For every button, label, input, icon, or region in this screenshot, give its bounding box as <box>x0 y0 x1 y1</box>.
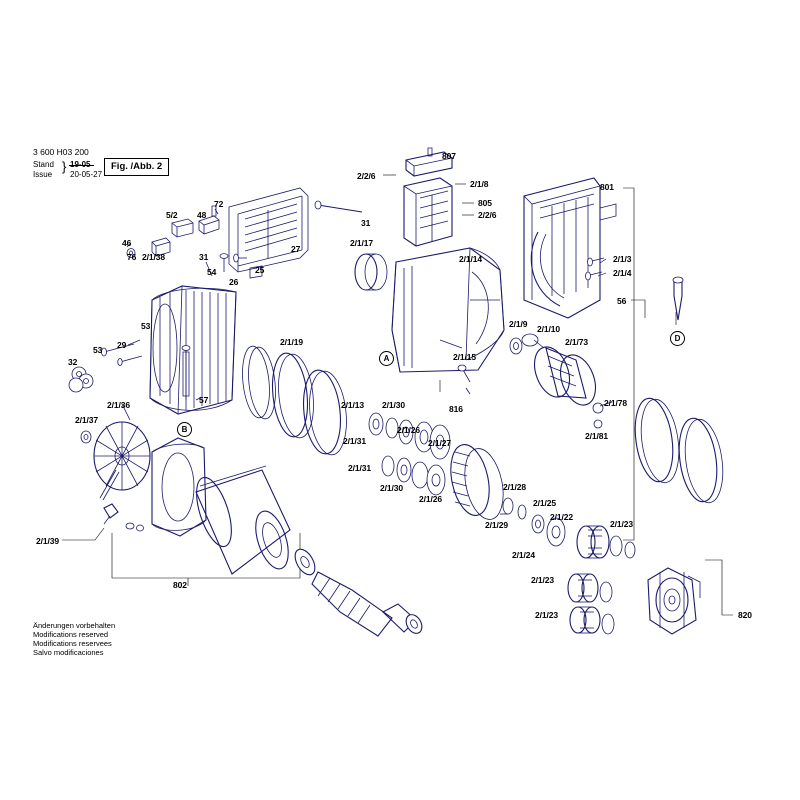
callout-2-1-17: 2/1/17 <box>350 238 374 248</box>
callout-807: 807 <box>442 151 456 161</box>
callout-76: 76 <box>127 252 137 262</box>
callout-2-1-15: 2/1/15 <box>453 352 477 362</box>
callout-2-1-24: 2/1/24 <box>512 550 536 560</box>
callout-2-1-37: 2/1/37 <box>75 415 99 425</box>
callout-2-2-6: 2/2/6 <box>357 171 376 181</box>
callout-31: 31 <box>199 252 209 262</box>
callout-2-1-31: 2/1/31 <box>343 436 367 446</box>
callout-32: 32 <box>68 357 78 367</box>
callout-2-1-13: 2/1/13 <box>341 400 365 410</box>
disclaimer-line-de: Änderungen vorbehalten <box>33 621 116 630</box>
callout-2-1-39: 2/1/39 <box>36 536 60 546</box>
stand-label: Stand <box>33 160 54 169</box>
callout-2-1-23: 2/1/23 <box>535 610 559 620</box>
callout-2-1-25: 2/1/25 <box>533 498 557 508</box>
callout-2-1-10: 2/1/10 <box>537 324 561 334</box>
callout-29: 29 <box>117 340 127 350</box>
disclaimer-block <box>33 621 115 657</box>
figure-label: Fig. /Abb. 2 <box>104 158 169 176</box>
header-brace: } <box>62 159 67 174</box>
callout-2-1-3: 2/1/3 <box>613 254 632 264</box>
callout-2-1-26: 2/1/26 <box>397 425 421 435</box>
callout-805: 805 <box>478 198 492 208</box>
callout-53: 53 <box>93 345 103 355</box>
part-number: 3 600 H03 200 <box>33 147 89 157</box>
callout-816: 816 <box>449 404 463 414</box>
issue-label: Issue <box>33 170 53 179</box>
disclaimer-line-fr: Modifications reservees <box>33 639 112 648</box>
callout-2-1-78: 2/1/78 <box>604 398 628 408</box>
callout-2-1-30: 2/1/30 <box>380 483 404 493</box>
callout-31: 31 <box>361 218 371 228</box>
callout-2-2-6: 2/2/6 <box>478 210 497 220</box>
callout-46: 46 <box>122 238 132 248</box>
callout-26: 26 <box>229 277 239 287</box>
callout-2-1-23: 2/1/23 <box>610 519 634 529</box>
marker-B: B <box>177 422 192 437</box>
issue-value: 20-05-27 <box>70 170 103 179</box>
callout-2-1-38: 2/1/38 <box>142 252 166 262</box>
callout-27: 27 <box>291 244 301 254</box>
disclaimer-line-en: Modifications reserved <box>33 630 109 639</box>
callout-2-1-31: 2/1/31 <box>348 463 372 473</box>
callout-802: 802 <box>173 580 187 590</box>
callout-2-1-30: 2/1/30 <box>382 400 406 410</box>
callout-2-1-14: 2/1/14 <box>459 254 483 264</box>
callout-56: 56 <box>617 296 627 306</box>
callout-57: 57 <box>199 395 209 405</box>
marker-A: A <box>379 351 394 366</box>
callout-2-1-9: 2/1/9 <box>509 319 528 329</box>
stand-value-strikethrough <box>69 165 94 166</box>
callout-2-1-4: 2/1/4 <box>613 268 632 278</box>
callout-48: 48 <box>197 210 207 220</box>
disclaimer-line-es: Salvo modificaciones <box>33 648 104 657</box>
callout-2-1-29: 2/1/29 <box>485 520 509 530</box>
callout-2-1-22: 2/1/22 <box>550 512 574 522</box>
callout-5-2: 5/2 <box>166 210 178 220</box>
callout-25: 25 <box>255 265 265 275</box>
callout-2-1-23: 2/1/23 <box>531 575 555 585</box>
callout-2-1-26: 2/1/26 <box>419 494 443 504</box>
callout-2-1-19: 2/1/19 <box>280 337 304 347</box>
callout-820: 820 <box>738 610 752 620</box>
callout-2-1-73: 2/1/73 <box>565 337 589 347</box>
callout-2-1-36: 2/1/36 <box>107 400 131 410</box>
callout-801: 801 <box>600 182 614 192</box>
callout-2-1-28: 2/1/28 <box>503 482 527 492</box>
callout-2-1-81: 2/1/81 <box>585 431 609 441</box>
callout-2-1-8: 2/1/8 <box>470 179 489 189</box>
callout-2-1-27: 2/1/27 <box>428 438 452 448</box>
callout-54: 54 <box>207 267 217 277</box>
marker-D: D <box>670 331 685 346</box>
callout-72: 72 <box>214 199 224 209</box>
callout-53: 53 <box>141 321 151 331</box>
